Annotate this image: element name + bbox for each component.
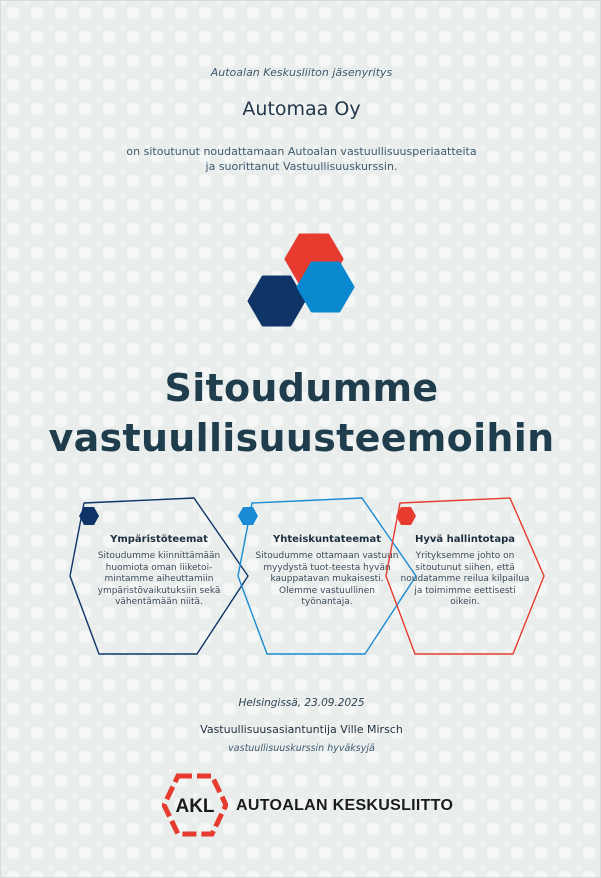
commitment-text xyxy=(1,144,601,174)
title-line-2: vastuullisuusteemoihin xyxy=(48,416,555,460)
theme-title: Yhteiskuntateemat xyxy=(272,534,381,545)
akl-emblem-icon xyxy=(162,772,228,838)
commitment-line-2: ja suorittanut Vastuullisuuskurssin. xyxy=(205,160,398,173)
logo-hex-blue xyxy=(298,263,353,311)
akl-logo xyxy=(162,772,454,838)
hexagon-dot-icon xyxy=(395,505,417,527)
hexagon-dot-icon xyxy=(237,505,259,527)
company-name: Automaa Oy xyxy=(242,98,361,120)
theme-body: Yrityksemme johto on sitoutunut siihen, että noudatamme reilua kilpailua ja toimimme eettisesti oikein. xyxy=(400,551,530,607)
signer-role: vastuullisuuskurssin hyväksyjä xyxy=(228,743,375,754)
place-date: Helsingissä, 23.09.2025 xyxy=(238,697,365,709)
signer-name: Vastuullisuusasiantuntija Ville Mirsch xyxy=(200,723,403,736)
theme-title: Hyvä hallintotapa xyxy=(415,534,515,545)
theme-body: Sitoudumme kiinnittämään huomiota oman liiketoi-mintamme aiheuttamiin ympäristövaikutuksiin sekä vähentämään niitä. xyxy=(97,551,221,607)
member-text: Autoalan Keskusliiton jäsenyritys xyxy=(210,66,393,79)
akl-name: AUTOALAN KESKUSLIITTO xyxy=(236,797,454,814)
hexagon-dot-icon xyxy=(78,505,100,527)
akl-abbr: AKL xyxy=(175,796,215,817)
theme-title: Ympäristöteemat xyxy=(110,534,208,545)
main-title xyxy=(1,363,601,463)
hexagon-logo-icon xyxy=(246,231,358,331)
theme-card-governance xyxy=(385,495,565,657)
commitment-line-1: on sitoutunut noudattamaan Autoalan vastuullisuusperiaatteita xyxy=(126,145,477,158)
logo-hex-navy xyxy=(249,277,304,325)
theme-body: Sitoudumme ottamaan vastuun myydystä tuot-teesta hyvän kauppatavan mukaisesti. Olemme vastuullinen työnantaja. xyxy=(255,551,399,607)
theme-card-environment xyxy=(69,495,249,657)
title-line-1: Sitoudumme xyxy=(164,366,439,410)
